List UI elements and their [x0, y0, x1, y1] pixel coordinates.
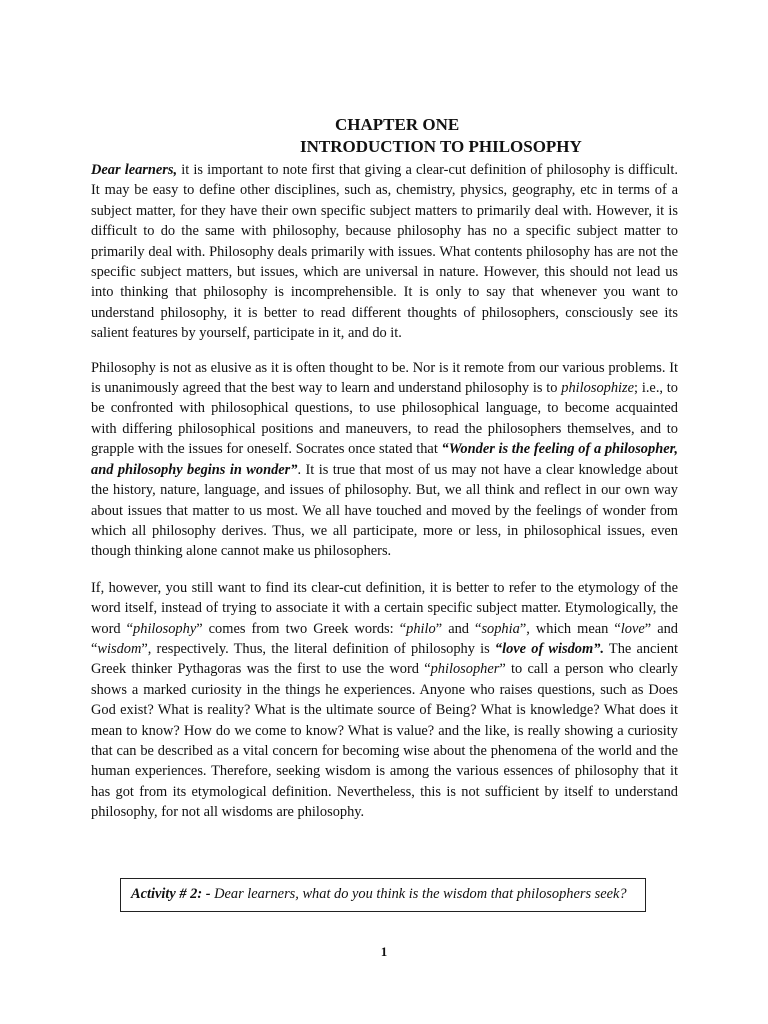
- dear-learners-lead: Dear learners,: [91, 162, 178, 178]
- love-of-wisdom-definition: “love of wisdom”.: [494, 640, 604, 657]
- term-philosophize: philosophize: [561, 380, 635, 397]
- p2-part1: Philosophy is not as elusive as it is often thought to be. Nor is it remote from our various problems. It is unanimously agreed that the best way to learn and understand philosophy is to: [91, 359, 678, 397]
- activity-box: [120, 878, 646, 912]
- activity-label: Activity # 2: -: [131, 886, 211, 902]
- word-philosophy: philosophy: [133, 620, 197, 637]
- page-number: 1: [380, 944, 388, 959]
- p3-part7: The ancient Greek thinker Pythagoras was the first to use the word “: [91, 640, 679, 678]
- word-philosopher: philosopher: [430, 661, 500, 678]
- word-philo: philo: [406, 620, 436, 637]
- p3-part8: ” to call a person who clearly shows a marked curiosity in the things he experiences. Anyone who raises questions, such as Does God exist? What is reality? What is the ultimate source of Being? What is knowledge? What does it mean to know? How do we come to know? What is value? and the like, is really showing a curiosity that can be described as a vital concern for becoming wise about the phenomena of the world and the human experiences. Therefore, seeking wisdom is among the various essences of philosophy that it has got from its etymological definition. Nevertheless, this is not sufficient by itself to understand philosophy, for not all wisdoms are philosophy.: [91, 661, 678, 821]
- p3-part2: ” comes from two Greek words: “: [196, 620, 407, 637]
- p2-part3: . It is true that most of us may not have a clear knowledge about the history, nature, language, and issues of philosophy. But, we all think and reflect in our own way about issues that matter to us most. We all have touched and moved by the feelings of wonder from which all philosophy derives. Thus, we all participate, more or less, in philosophical issues, even though thinking alone cannot make us philosophers.: [91, 461, 678, 560]
- paragraph-philosophize: [91, 358, 678, 562]
- activity-question: Dear learners, what do you think is the wisdom that philosophers seek?: [210, 886, 627, 902]
- p3-part1: If, however, you still want to find its clear-cut definition, it is better to refer to the etymology of the word itself, instead of trying to associate it with a certain specific subject matter. Etymologically, the word “: [91, 579, 678, 637]
- word-wisdom: wisdom: [97, 640, 142, 657]
- socrates-quote: “Wonder is the feeling of a philosopher, and philosophy begins in wonder”: [91, 441, 678, 478]
- p3-part5: ” and “: [91, 620, 678, 657]
- chapter-number: CHAPTER ONE: [335, 115, 460, 134]
- paragraph-intro: [91, 160, 678, 344]
- body-text: [91, 160, 678, 839]
- word-love: love: [620, 620, 645, 637]
- word-sophia: sophia: [481, 620, 520, 637]
- p3-part6: ”, respectively. Thus, the literal definition of philosophy is: [141, 640, 495, 657]
- paragraph-intro-text: it is important to note first that giving a clear-cut definition of philosophy is difficult. It may be easy to define other disciplines, such as, chemistry, physics, geography, etc in terms of a subject matter, for they have their own specific subject matters to primarily deal with. However, it is difficult to do the same with philosophy, because philosophy has no a specific subject matter to primarily deal with. Philosophy deals primarily with issues. What contents philosophy has are not the specific subject matters, but issues, which are universal in nature. However, this should not lead us into thinking that philosophy is incomprehensible. It is only to say that whenever you want to understand philosophy, it is better to read different thoughts of philosophers, consciously see its salient features by yourself, participate in it, and do it.: [91, 162, 678, 342]
- p2-part2: ; i.e., to be confronted with philosophical questions, to use philosophical language, to become acquainted with differing philosophical positions and maneuvers, to read the philosophers themselves, and to grapple with the issues for oneself. Socrates once stated that: [91, 380, 678, 458]
- chapter-title: INTRODUCTION TO PHILOSOPHY: [300, 137, 582, 156]
- paragraph-etymology: [91, 578, 678, 823]
- p3-part4: ”, which mean “: [519, 620, 621, 637]
- p3-part3: ” and “: [435, 620, 482, 637]
